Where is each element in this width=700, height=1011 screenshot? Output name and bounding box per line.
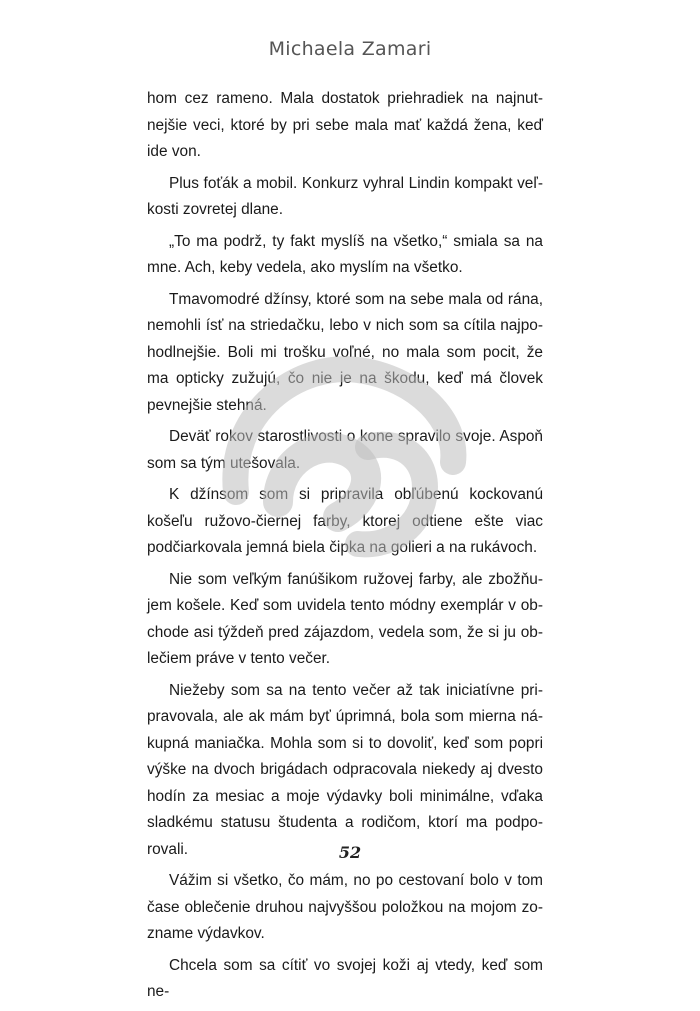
paragraph: Niežeby som sa na tento večer až tak iniciatívne pripravovala, ale ak mám byť úprimná, bola som mierna nákupná maniačka. Mohla som si to dovoliť, keď som popri výške na dvoch brigádach odpracovala niekedy aj dvesto hodín za mesiac a moje výdavky boli minimálne, vďaka sladkému statusu študenta a rodičom, ktorí ma podporovali.: [147, 681, 543, 858]
body-text: [147, 86, 543, 1011]
running-header-author: Michaela Zamari: [268, 38, 432, 60]
paragraph: Plus foťák a mobil. Konkurz vyhral Lindin kompakt veľkosti zovretej dlane.: [147, 174, 543, 218]
paragraph: K džínsom som si pripravila obľúbenú kockovanú košeľu ružovo-čiernej farby, ktorej odtiene ešte viac podčiarkovala jemná biela čipka na golieri a na rukávoch.: [147, 486, 543, 556]
paragraph: Tmavomodré džínsy, ktoré som na sebe mala od rána, nemohli ísť na striedačku, lebo v nich som sa cítila najpohodlnejšie. Boli mi trošku voľné, no mala som pocit, že ma opticky zužujú, čo nie je na škodu, keď má človek pevnejšie stehná.: [147, 290, 543, 414]
paragraph: „To ma podrž, ty fakt myslíš na všetko,“ smiala sa na mne. Ach, keby vedela, ako myslím na všetko.: [147, 232, 543, 276]
page-number: 52: [338, 843, 362, 862]
paragraph: Nie som veľkým fanúšikom ružovej farby, ale zbožňujem košele. Keď som uvidela tento módny exemplár v obchode asi týždeň pred zájazdom, vedela som, že si ju oblečiem práve v tento večer.: [147, 570, 543, 667]
paragraph: Vážim si všetko, čo mám, no po cestovaní bolo v tom čase oblečenie druhou najvyššou položkou na mojom zozname výdavkov.: [147, 872, 543, 942]
paragraph: Chcela som sa cítiť vo svojej koži aj vtedy, keď som ne-: [147, 956, 543, 1000]
paragraph: Deväť rokov starostlivosti o kone spravilo svoje. Aspoň som sa tým utešovala.: [147, 428, 543, 472]
paragraph: hom cez rameno. Mala dostatok priehradiek na najnutnejšie veci, ktoré by pri sebe mala mať každá žena, keď ide von.: [147, 90, 543, 160]
